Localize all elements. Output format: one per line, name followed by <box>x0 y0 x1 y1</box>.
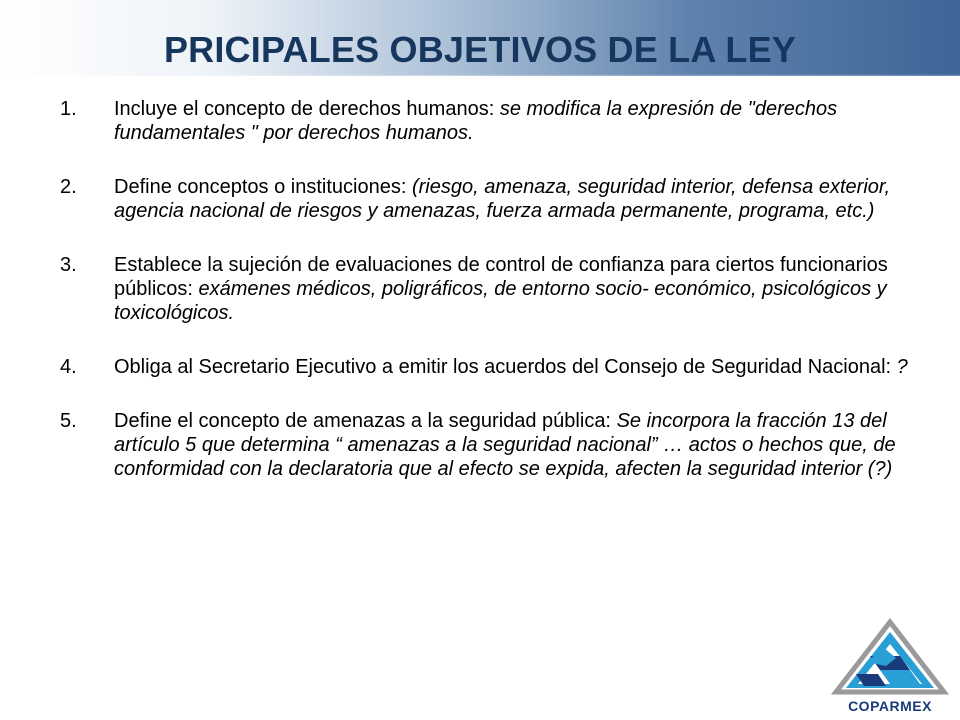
item-lead: Define el concepto de amenazas a la seguridad pública: <box>114 410 617 432</box>
page-title: PRICIPALES OBJETIVOS DE LA LEY <box>163 29 797 70</box>
item-text <box>114 97 920 145</box>
item-number: 4. <box>60 356 77 378</box>
item-number: 2. <box>60 176 77 198</box>
item-number: 3. <box>60 254 77 276</box>
item-text <box>114 253 920 325</box>
item-lead: Define conceptos o instituciones: <box>114 176 412 198</box>
list-item <box>60 175 920 223</box>
item-text <box>114 175 920 223</box>
item-italic: Se incorpora la fracción 13 del artículo 5 que determina “ amenazas a la seguridad nacional” … actos o hechos que, de conformidad con la declaratoria que al efecto se expida, afecten la seguridad interior (?) <box>114 410 896 480</box>
item-italic: se modifica la expresión de "derechos fundamentales " por derechos humanos. <box>114 98 838 144</box>
item-text <box>114 355 920 379</box>
item-lead: Incluye el concepto de derechos humanos: <box>114 98 500 120</box>
item-text <box>114 409 920 481</box>
item-number: 5. <box>60 410 77 432</box>
item-lead: Establece la sujeción de evaluaciones de control de confianza para ciertos funcionarios públicos: <box>114 254 888 300</box>
item-italic: exámenes médicos, poligráficos, de entorno socio- económico, psicológicos y toxicológicos. <box>114 278 887 324</box>
title-banner-fade <box>0 74 960 80</box>
logo-text: COPARMEX <box>848 698 932 714</box>
list-item <box>60 409 920 481</box>
item-number: 1. <box>60 98 77 120</box>
list-item <box>60 253 920 325</box>
item-lead: Obliga al Secretario Ejecutivo a emitir los acuerdos del Consejo de Seguridad Nacional: <box>114 356 897 378</box>
item-italic: ? <box>896 356 908 378</box>
list-item <box>60 355 920 379</box>
list-item <box>60 97 920 145</box>
item-italic: (riesgo, amenaza, seguridad interior, defensa exterior, agencia nacional de riesgos y amenazas, fuerza armada permanente, programa, etc.) <box>114 176 890 222</box>
objectives-list <box>60 97 920 511</box>
